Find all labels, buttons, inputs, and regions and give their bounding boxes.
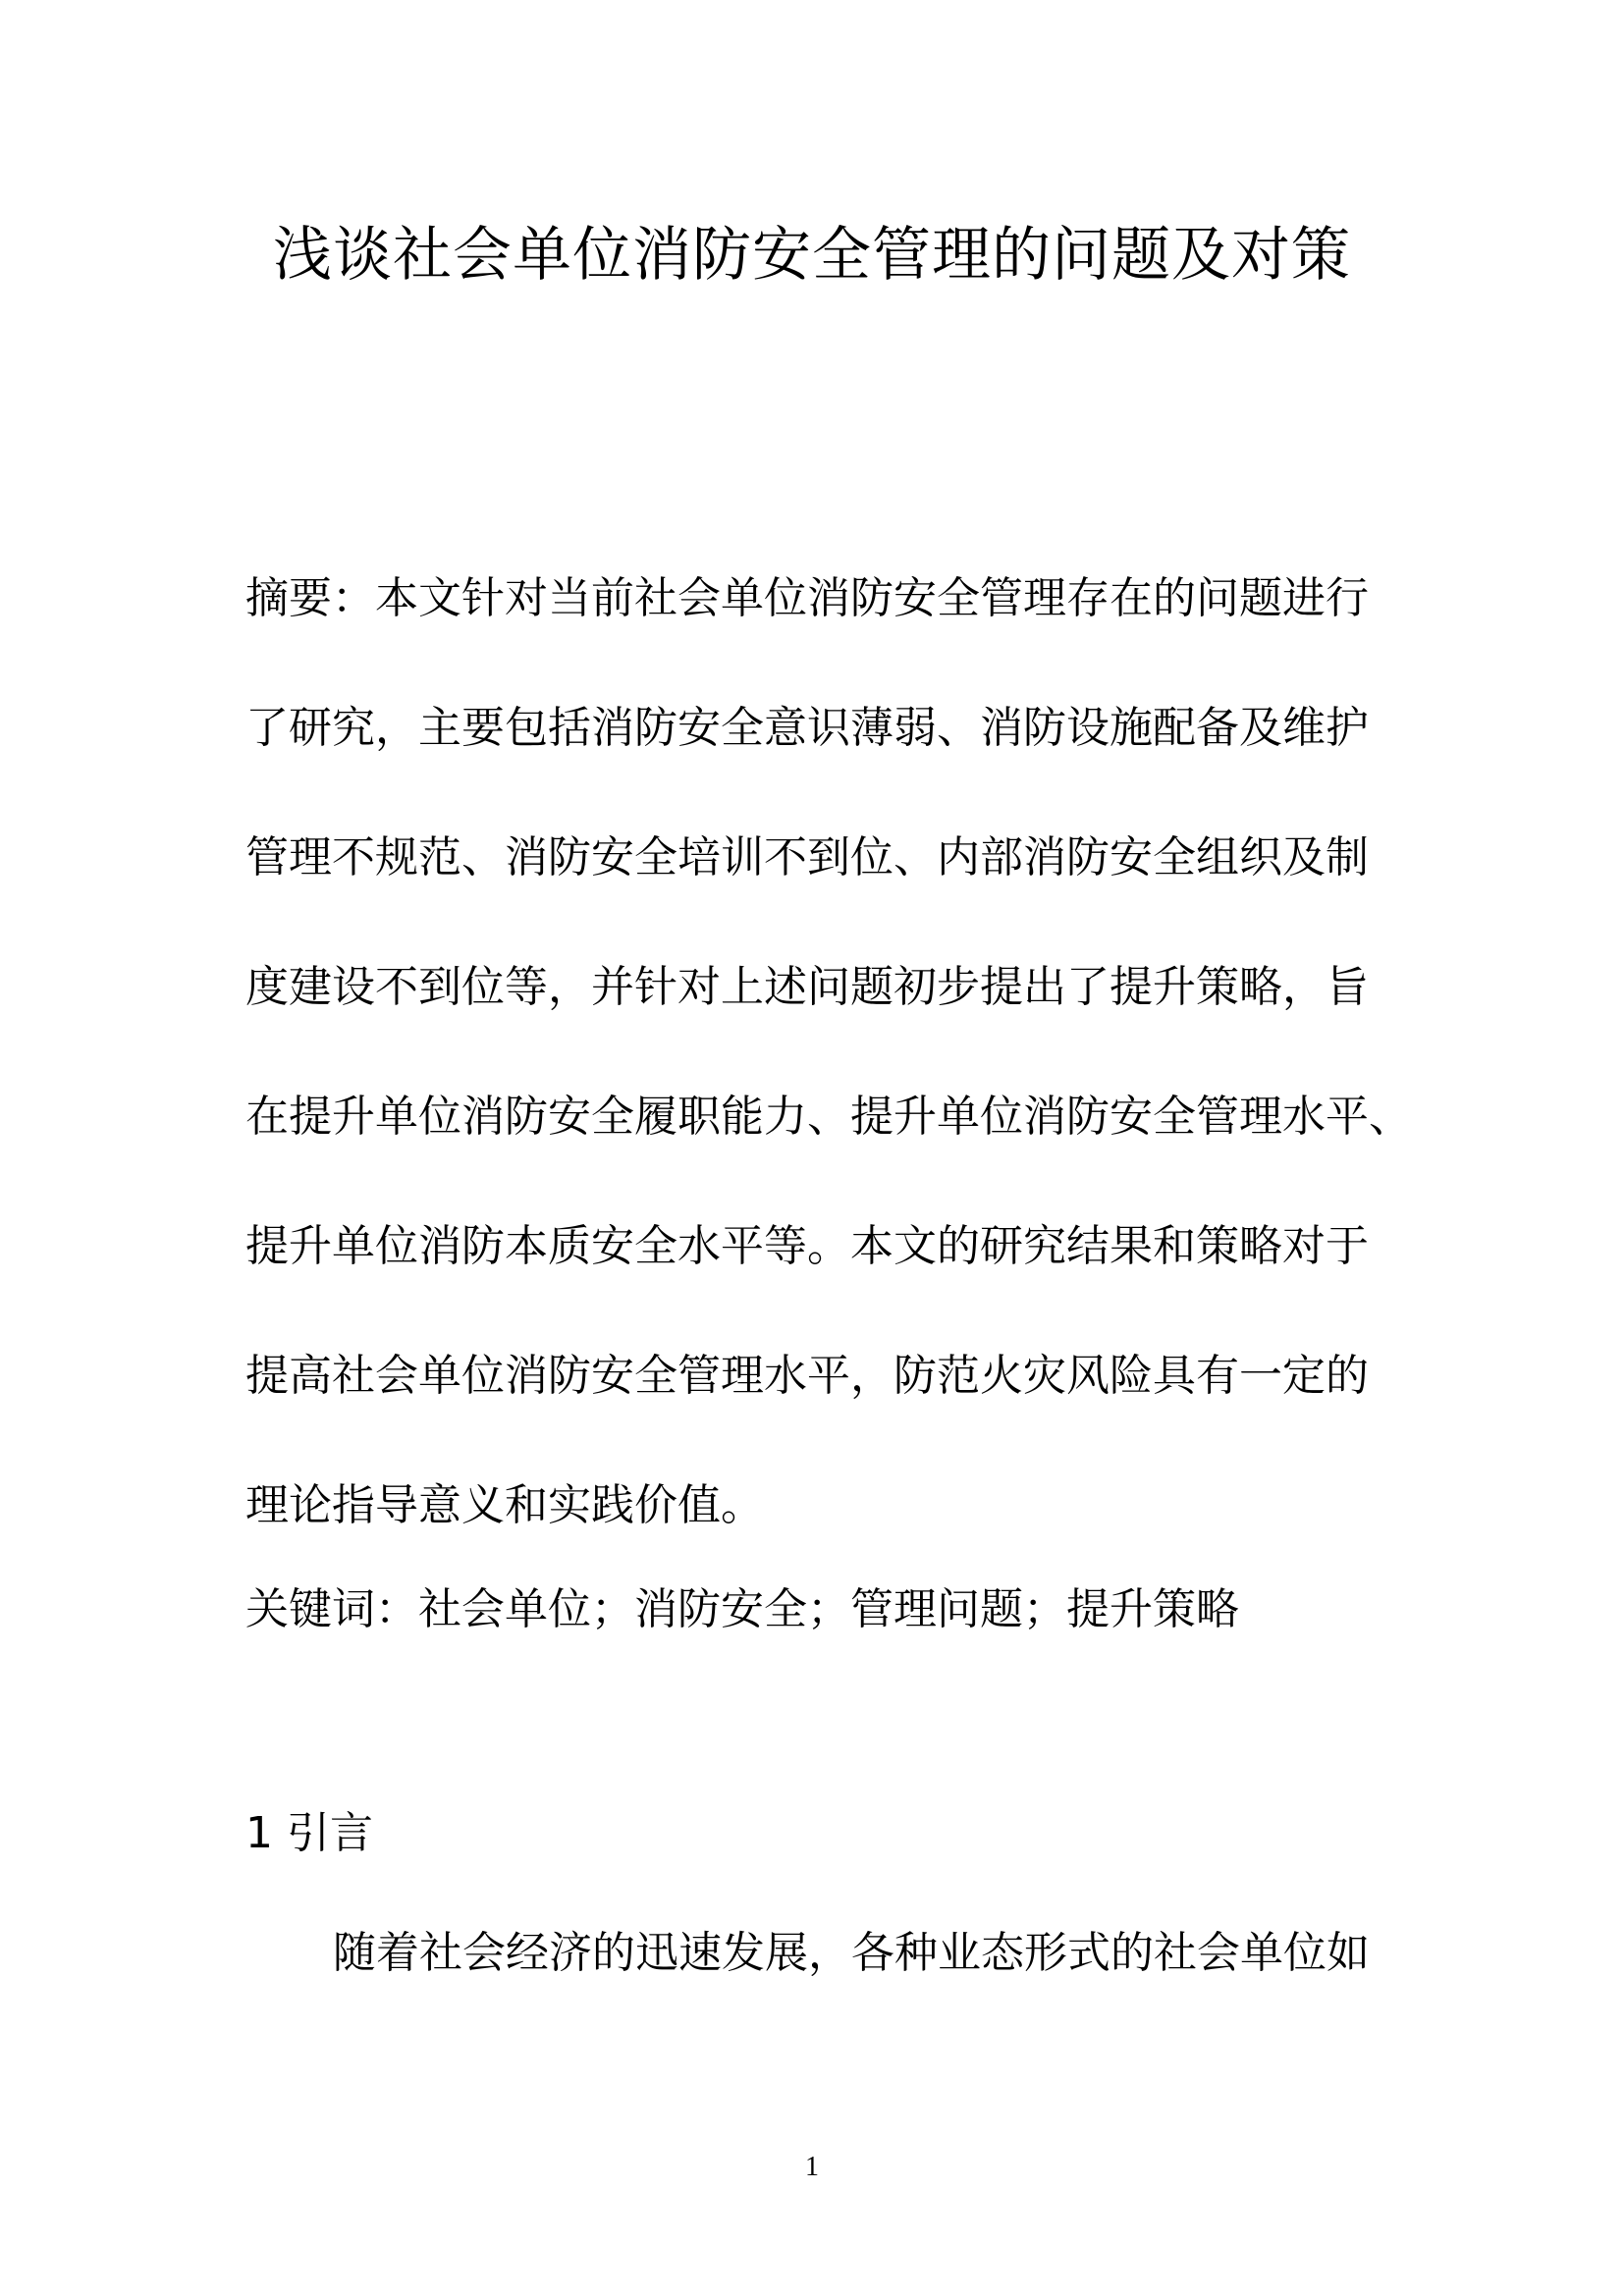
body-paragraph: 随着社会经济的迅速发展，各种业态形式的社会单位如 <box>333 1928 1370 1978</box>
abstract-line: 度建设不到位等，并针对上述问题初步提出了提升策略，旨 <box>245 962 1369 1012</box>
abstract-line: 摘要：本文针对当前社会单位消防安全管理存在的问题进行 <box>245 573 1369 623</box>
abstract-line: 提升单位消防本质安全水平等。本文的研究结果和策略对于 <box>245 1221 1369 1271</box>
page-number: 1 <box>805 2152 819 2182</box>
abstract-line: 提高社会单位消防安全管理水平，防范火灾风险具有一定的 <box>245 1351 1369 1401</box>
document-title: 浅谈社会单位消防安全管理的问题及对策 <box>273 221 1351 290</box>
keywords-line: 关键词：社会单位；消防安全；管理问题；提升策略 <box>245 1584 1239 1634</box>
abstract-line: 管理不规范、消防安全培训不到位、内部消防安全组织及制 <box>245 832 1369 882</box>
abstract-line: 在提升单位消防安全履职能力、提升单位消防安全管理水平、 <box>245 1092 1412 1142</box>
section-heading: 1 引言 <box>245 1808 373 1858</box>
abstract-line: 理论指导意义和实践价值。 <box>245 1480 764 1530</box>
abstract-line: 了研究，主要包括消防安全意识薄弱、消防设施配备及维护 <box>245 703 1369 753</box>
